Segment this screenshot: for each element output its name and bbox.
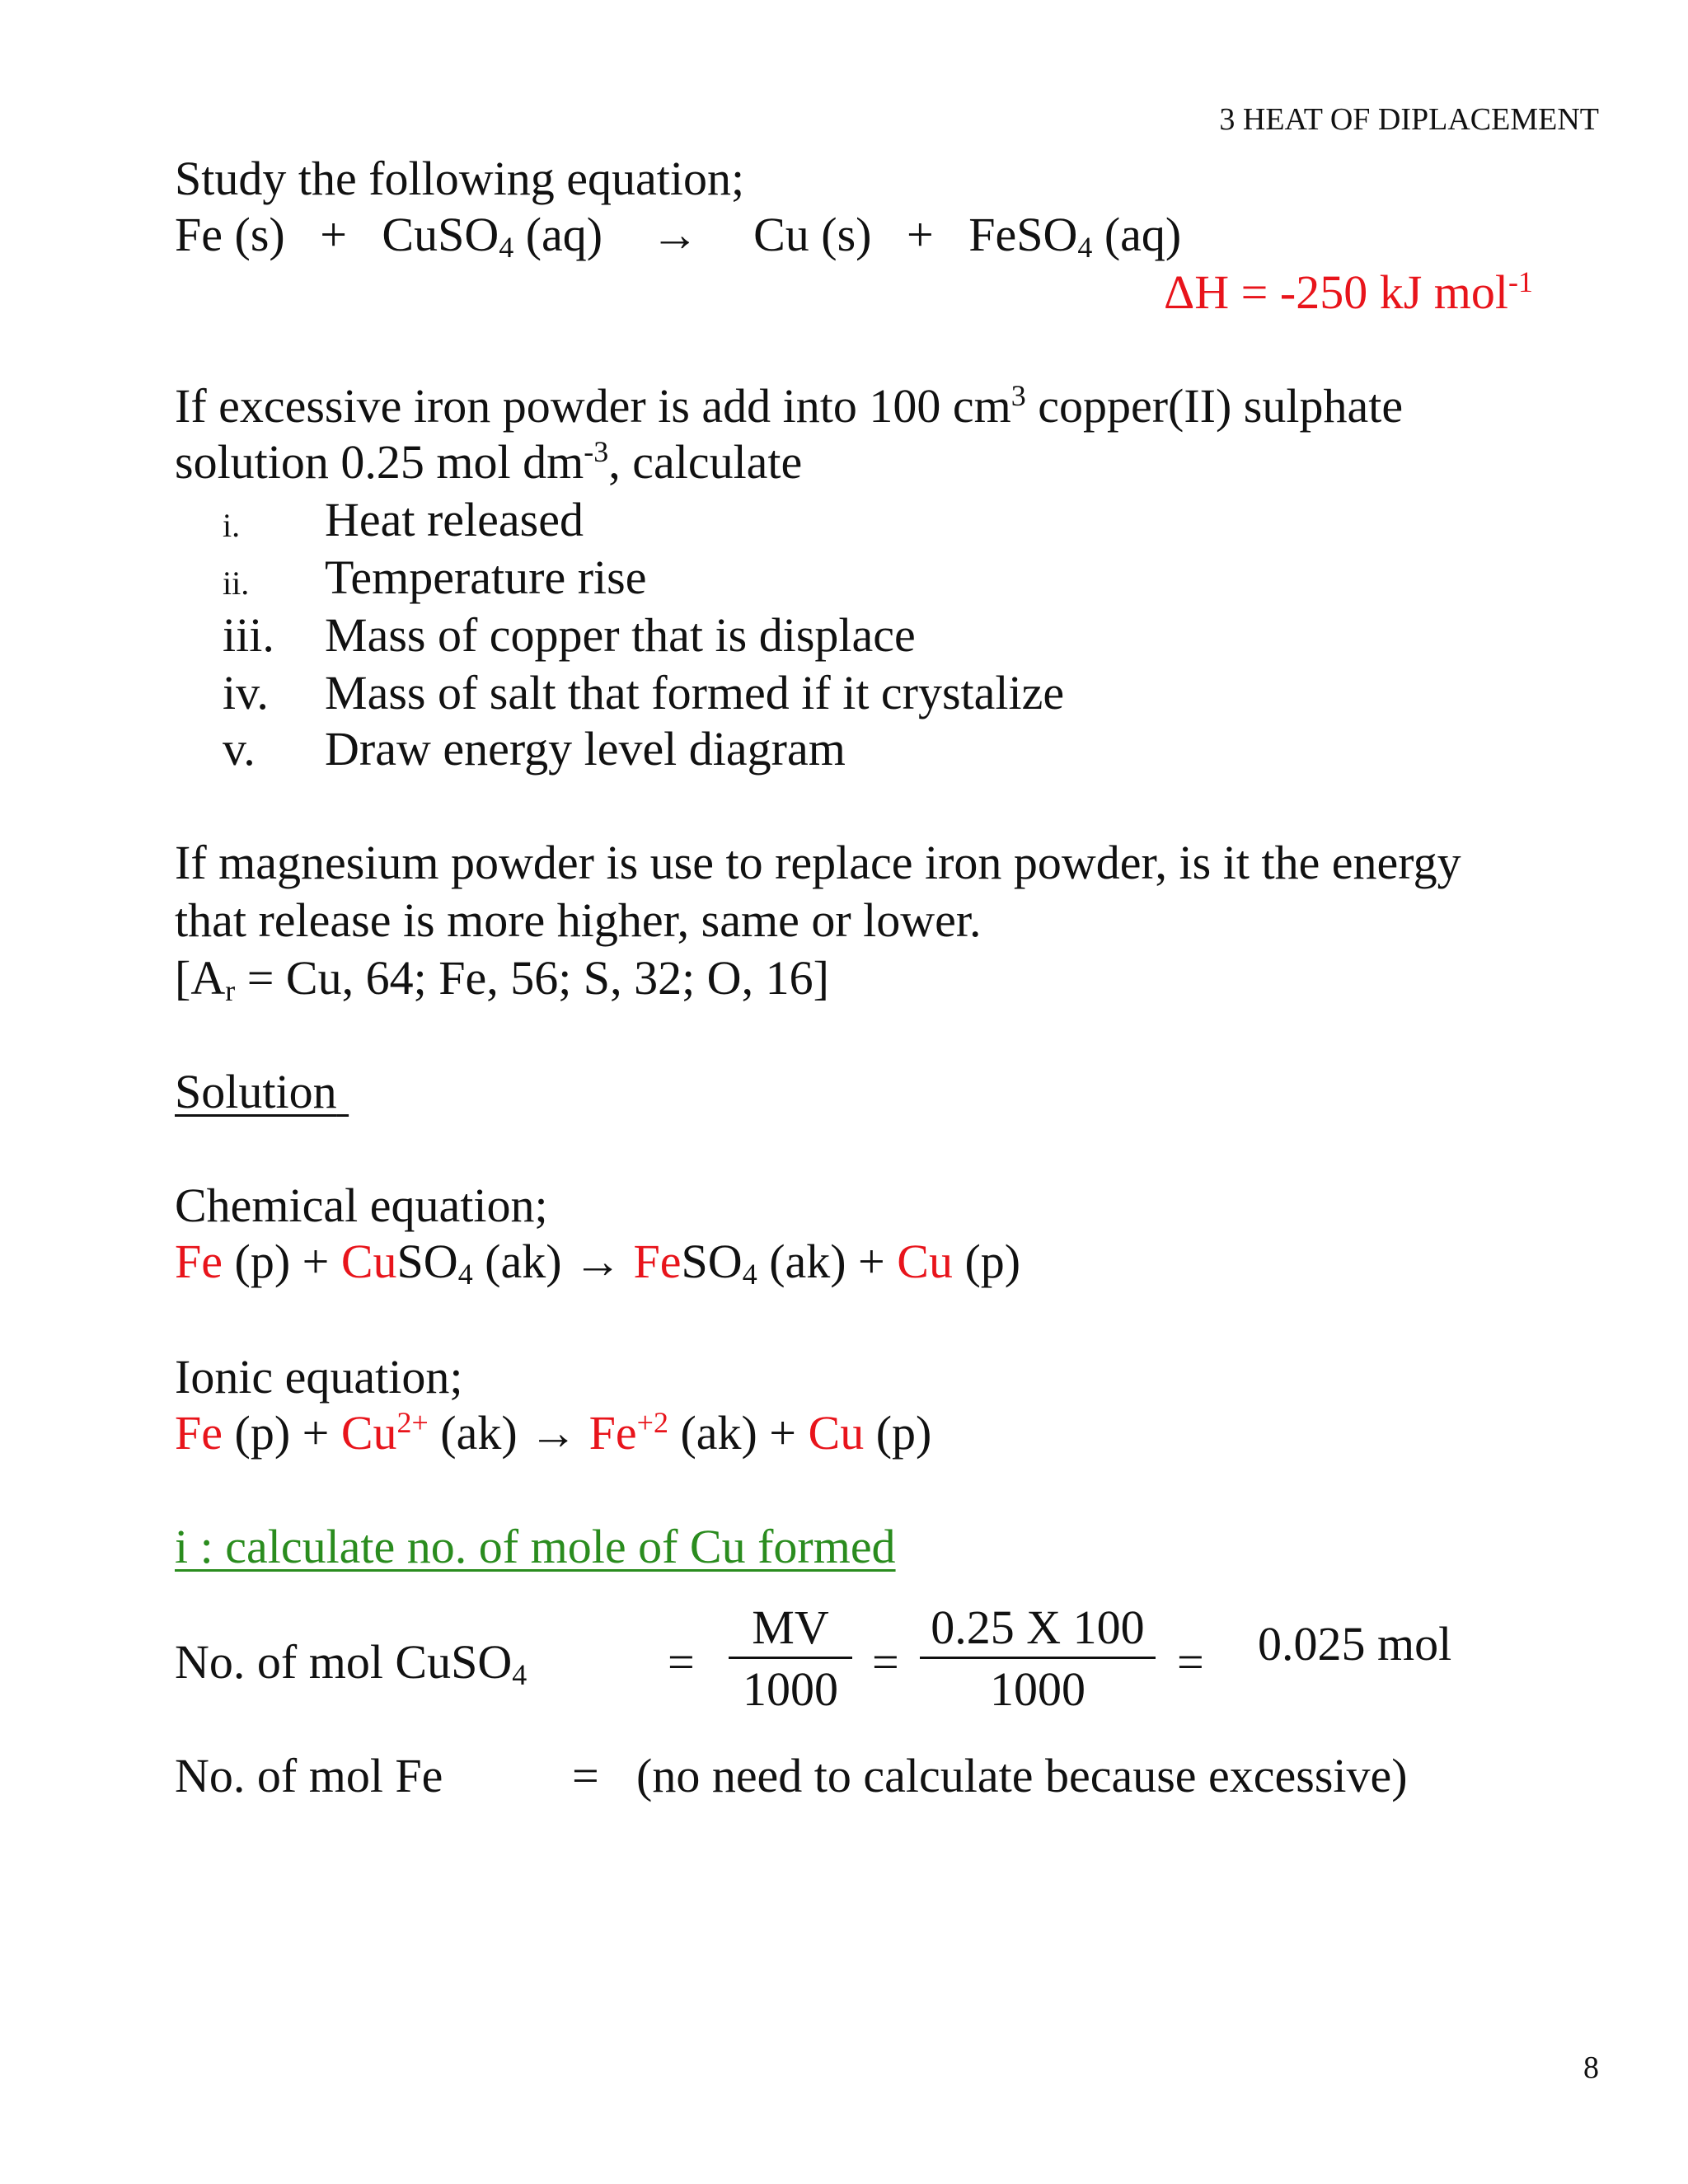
- equals-sign: =: [872, 1635, 899, 1689]
- reaction-equation: [175, 208, 1182, 264]
- text: (ak) →: [472, 1235, 634, 1288]
- ionic-equation-label: Ionic equation;: [175, 1350, 463, 1404]
- step-heading: i : calculate no. of mole of Cu formed: [175, 1520, 896, 1573]
- equals-sign: =: [1177, 1635, 1204, 1689]
- magnesium-question-line-1: If magnesium powder is use to replace iron powder, is it the energy: [175, 836, 1461, 889]
- text: No. of mol CuSO: [175, 1635, 513, 1689]
- text: (ak) →: [428, 1406, 589, 1460]
- superscript: 3: [1010, 379, 1026, 413]
- enthalpy-change: [1164, 265, 1533, 319]
- item-numeral: iv.: [223, 666, 269, 719]
- text: (ak) +: [757, 1235, 898, 1288]
- cu: Cu: [897, 1235, 953, 1288]
- denominator: 1000: [990, 1662, 1085, 1716]
- equals-sign: =: [668, 1635, 695, 1689]
- superscript: +2: [636, 1406, 668, 1440]
- reactant-cuso4: [382, 208, 603, 264]
- fe: Fe: [633, 1235, 682, 1288]
- item-text: Temperature rise: [325, 551, 647, 604]
- numerator: 0.25 X 100: [920, 1604, 1156, 1659]
- magnesium-question-line-2: that release is more higher, same or lower.: [175, 893, 982, 947]
- formula: FeSO: [968, 208, 1078, 261]
- text: Solution: [175, 1065, 337, 1118]
- fe: Fe: [175, 1406, 223, 1460]
- superscript: -3: [584, 435, 609, 469]
- chapter-title: 3 HEAT OF DIPLACEMENT: [1219, 102, 1599, 137]
- fraction-mv-1000: [729, 1601, 852, 1716]
- subscript: 4: [512, 1657, 528, 1691]
- enthalpy-text: ΔH = -250 kJ mol: [1164, 265, 1509, 319]
- subscript: 4: [1077, 230, 1093, 264]
- chemical-equation-label: Chemical equation;: [175, 1179, 548, 1232]
- item-text: Mass of copper that is displace: [325, 608, 916, 662]
- item-text: Mass of salt that formed if it crystalize: [325, 666, 1065, 719]
- superscript: -1: [1508, 265, 1533, 299]
- subscript: 4: [499, 230, 514, 264]
- page-number: 8: [1583, 2050, 1599, 2085]
- cu: Cu: [340, 1406, 397, 1460]
- subscript: 4: [742, 1257, 757, 1291]
- mol-cuso4-label: [175, 1635, 528, 1691]
- numerator: MV: [729, 1604, 852, 1659]
- item-numeral: iii.: [223, 608, 274, 662]
- superscript: 2+: [396, 1406, 429, 1440]
- state: (aq): [1092, 208, 1182, 261]
- subscript: r: [225, 973, 236, 1007]
- state: (aq): [513, 208, 603, 261]
- fe-note: (no need to calculate because excessive): [636, 1749, 1408, 1802]
- chemical-equation: [175, 1235, 1021, 1291]
- product-cu: Cu (s): [753, 208, 872, 261]
- fe: Fe: [588, 1406, 637, 1460]
- formula: CuSO: [382, 208, 499, 261]
- equals-sign: =: [572, 1749, 599, 1802]
- reaction-arrow: →: [650, 208, 699, 261]
- solution-heading: [175, 1065, 349, 1118]
- plus-sign: +: [907, 208, 934, 261]
- question-line-1: [175, 379, 1404, 433]
- reactant-fe: Fe (s): [175, 208, 285, 261]
- item-text: Draw energy level diagram: [325, 722, 846, 776]
- fe: Fe: [175, 1235, 223, 1288]
- text: [A: [175, 951, 226, 1005]
- intro-text: Study the following equation;: [175, 152, 745, 205]
- text: (p) +: [223, 1235, 341, 1288]
- text: (p) +: [223, 1406, 341, 1460]
- item-numeral: i.: [223, 507, 241, 544]
- item-text: Heat released: [325, 493, 584, 546]
- item-numeral: ii.: [223, 565, 250, 602]
- ionic-equation: [175, 1406, 932, 1460]
- relative-atomic-masses: [175, 951, 829, 1007]
- cu: Cu: [808, 1406, 865, 1460]
- item-numeral: v.: [223, 722, 256, 776]
- mol-fe-label: No. of mol Fe: [175, 1749, 443, 1802]
- subscript: 4: [457, 1257, 473, 1291]
- text: SO: [681, 1235, 743, 1288]
- product-feso4: [968, 208, 1182, 264]
- question-line-2: [175, 435, 803, 489]
- text: = Cu, 64; Fe, 56; S, 32; O, 16]: [235, 951, 829, 1005]
- fraction-values: [920, 1601, 1156, 1716]
- text: (p): [952, 1235, 1021, 1288]
- result-value: 0.025 mol: [1258, 1617, 1452, 1671]
- plus-sign: +: [320, 208, 347, 261]
- text: (p): [864, 1406, 932, 1460]
- text: If excessive iron powder is add into 100 cm: [175, 379, 1011, 433]
- text: (ak) +: [668, 1406, 809, 1460]
- text: SO: [396, 1235, 458, 1288]
- cu: Cu: [340, 1235, 397, 1288]
- text: copper(II) sulphate: [1025, 379, 1404, 433]
- denominator: 1000: [743, 1662, 838, 1716]
- text: , calculate: [608, 435, 803, 489]
- text: solution 0.25 mol dm: [175, 435, 584, 489]
